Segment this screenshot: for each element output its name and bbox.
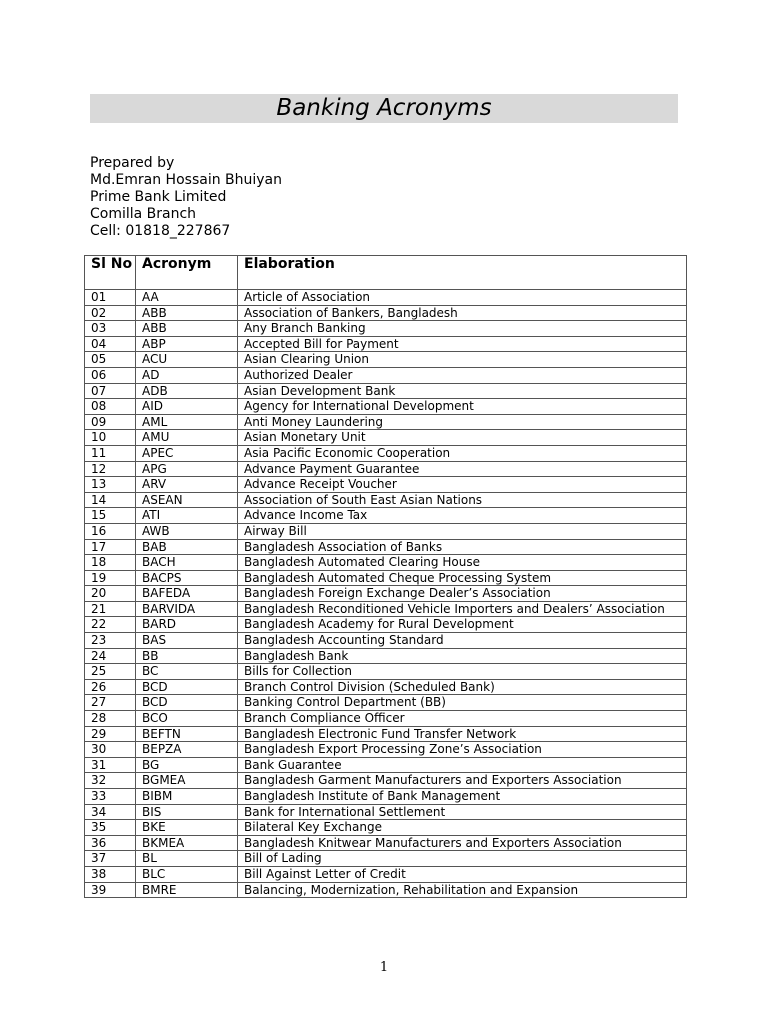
cell-sl-no: 36 (85, 835, 136, 851)
cell-elaboration: Asian Monetary Unit (238, 430, 687, 446)
cell-sl-no: 28 (85, 711, 136, 727)
cell-acronym: ATI (136, 508, 238, 524)
cell-elaboration: Association of Bankers, Bangladesh (238, 305, 687, 321)
cell-acronym: BAFEDA (136, 586, 238, 602)
table-row (85, 648, 687, 664)
cell-sl-no: 22 (85, 617, 136, 633)
table-row (85, 742, 687, 758)
cell-sl-no: 05 (85, 352, 136, 368)
cell-acronym: BARD (136, 617, 238, 633)
cell-sl-no: 31 (85, 757, 136, 773)
cell-elaboration: Asia Pacific Economic Cooperation (238, 445, 687, 461)
cell-elaboration: Bangladesh Academy for Rural Development (238, 617, 687, 633)
table-row (85, 804, 687, 820)
table-row (85, 430, 687, 446)
cell-acronym: BKMEA (136, 835, 238, 851)
cell-sl-no: 02 (85, 305, 136, 321)
cell-acronym: AWB (136, 523, 238, 539)
cell-sl-no: 18 (85, 555, 136, 571)
cell-acronym: ADB (136, 383, 238, 399)
cell-acronym: BACH (136, 555, 238, 571)
cell-acronym: ARV (136, 477, 238, 493)
cell-sl-no: 34 (85, 804, 136, 820)
table-row (85, 664, 687, 680)
table-row (85, 679, 687, 695)
cell-elaboration: Balancing, Modernization, Rehabilitation and Expansion (238, 882, 687, 898)
cell-acronym: ABB (136, 305, 238, 321)
cell-acronym: BLC (136, 866, 238, 882)
cell-sl-no: 25 (85, 664, 136, 680)
header-acronym: Acronym (136, 256, 238, 290)
cell-elaboration: Any Branch Banking (238, 321, 687, 337)
cell-acronym: BEPZA (136, 742, 238, 758)
cell-sl-no: 19 (85, 570, 136, 586)
cell-acronym: BGMEA (136, 773, 238, 789)
cell-sl-no: 06 (85, 367, 136, 383)
cell-acronym: BB (136, 648, 238, 664)
bank-name: Prime Bank Limited (90, 188, 227, 205)
table-body (85, 290, 687, 898)
cell-sl-no: 37 (85, 851, 136, 867)
table-row (85, 586, 687, 602)
table-row (85, 508, 687, 524)
cell-sl-no: 26 (85, 679, 136, 695)
cell-elaboration: Bangladesh Association of Banks (238, 539, 687, 555)
cell-sl-no: 16 (85, 523, 136, 539)
cell-acronym: BMRE (136, 882, 238, 898)
table-row (85, 383, 687, 399)
cell-acronym: BCD (136, 695, 238, 711)
prepared-by-block (90, 155, 282, 240)
cell-elaboration: Anti Money Laundering (238, 414, 687, 430)
table-row (85, 633, 687, 649)
cell-elaboration: Bangladesh Knitwear Manufacturers and Exporters Association (238, 835, 687, 851)
cell-elaboration: Airway Bill (238, 523, 687, 539)
table-row (85, 711, 687, 727)
table-row (85, 539, 687, 555)
table-row (85, 305, 687, 321)
cell-elaboration: Asian Clearing Union (238, 352, 687, 368)
branch-name: Comilla Branch (90, 205, 197, 222)
cell-elaboration: Advance Income Tax (238, 508, 687, 524)
cell-elaboration: Banking Control Department (BB) (238, 695, 687, 711)
cell-sl-no: 03 (85, 321, 136, 337)
table-row (85, 789, 687, 805)
cell-elaboration: Bangladesh Electronic Fund Transfer Network (238, 726, 687, 742)
cell-elaboration: Bangladesh Foreign Exchange Dealer’s Association (238, 586, 687, 602)
cell-acronym: ABP (136, 336, 238, 352)
cell-acronym: BIS (136, 804, 238, 820)
acronym-table (84, 255, 687, 898)
cell-elaboration: Bangladesh Reconditioned Vehicle Importers and Dealers’ Association (238, 601, 687, 617)
document-title: Banking Acronyms (276, 95, 492, 121)
table-row (85, 851, 687, 867)
cell-elaboration: Bangladesh Garment Manufacturers and Exporters Association (238, 773, 687, 789)
table-header-row (85, 256, 687, 290)
cell-elaboration: Advance Payment Guarantee (238, 461, 687, 477)
cell-elaboration: Article of Association (238, 290, 687, 306)
cell-elaboration: Bank Guarantee (238, 757, 687, 773)
cell-sl-no: 15 (85, 508, 136, 524)
table-row (85, 695, 687, 711)
cell-acronym: AID (136, 399, 238, 415)
cell-elaboration: Asian Development Bank (238, 383, 687, 399)
table-row (85, 601, 687, 617)
cell-sl-no: 09 (85, 414, 136, 430)
title-bar (90, 94, 678, 123)
table-row (85, 321, 687, 337)
table-row (85, 555, 687, 571)
cell-sl-no: 23 (85, 633, 136, 649)
cell-elaboration: Agency for International Development (238, 399, 687, 415)
cell-sl-no: 01 (85, 290, 136, 306)
cell-elaboration: Branch Compliance Officer (238, 711, 687, 727)
header-sl-no: Sl No (85, 256, 136, 290)
cell-elaboration: Bangladesh Export Processing Zone’s Association (238, 742, 687, 758)
cell-sl-no: 17 (85, 539, 136, 555)
cell-acronym: APG (136, 461, 238, 477)
table-row (85, 835, 687, 851)
cell-acronym: BAB (136, 539, 238, 555)
cell-acronym: BCO (136, 711, 238, 727)
cell-sl-no: 12 (85, 461, 136, 477)
table-row (85, 414, 687, 430)
table-row (85, 461, 687, 477)
cell-sl-no: 14 (85, 492, 136, 508)
cell-elaboration: Bangladesh Accounting Standard (238, 633, 687, 649)
cell-acronym: BAS (136, 633, 238, 649)
cell-sl-no: 04 (85, 336, 136, 352)
cell-sl-no: 21 (85, 601, 136, 617)
cell-acronym: BACPS (136, 570, 238, 586)
cell-acronym: AD (136, 367, 238, 383)
table-row (85, 882, 687, 898)
cell-acronym: BKE (136, 820, 238, 836)
cell-elaboration: Bangladesh Automated Cheque Processing System (238, 570, 687, 586)
cell-sl-no: 11 (85, 445, 136, 461)
author-name: Md.Emran Hossain Bhuiyan (90, 171, 283, 188)
cell-elaboration: Advance Receipt Voucher (238, 477, 687, 493)
cell-sl-no: 20 (85, 586, 136, 602)
cell-sl-no: 10 (85, 430, 136, 446)
table-row (85, 866, 687, 882)
cell-elaboration: Branch Control Division (Scheduled Bank) (238, 679, 687, 695)
cell-acronym: BIBM (136, 789, 238, 805)
table-row (85, 352, 687, 368)
cell-elaboration: Bill Against Letter of Credit (238, 866, 687, 882)
table-row (85, 367, 687, 383)
cell-number: Cell: 01818_227867 (90, 222, 231, 239)
cell-sl-no: 08 (85, 399, 136, 415)
cell-sl-no: 13 (85, 477, 136, 493)
table-row (85, 757, 687, 773)
cell-acronym: APEC (136, 445, 238, 461)
cell-elaboration: Bangladesh Bank (238, 648, 687, 664)
cell-acronym: ACU (136, 352, 238, 368)
table-row (85, 617, 687, 633)
table-row (85, 492, 687, 508)
cell-acronym: AML (136, 414, 238, 430)
page-number: 1 (379, 960, 389, 975)
cell-sl-no: 33 (85, 789, 136, 805)
cell-acronym: BL (136, 851, 238, 867)
cell-sl-no: 30 (85, 742, 136, 758)
cell-elaboration: Bills for Collection (238, 664, 687, 680)
cell-acronym: BCD (136, 679, 238, 695)
table-row (85, 523, 687, 539)
table-row (85, 570, 687, 586)
cell-elaboration: Bangladesh Automated Clearing House (238, 555, 687, 571)
cell-elaboration: Association of South East Asian Nations (238, 492, 687, 508)
cell-sl-no: 35 (85, 820, 136, 836)
cell-elaboration: Bilateral Key Exchange (238, 820, 687, 836)
cell-elaboration: Bank for International Settlement (238, 804, 687, 820)
table-row (85, 399, 687, 415)
table-row (85, 773, 687, 789)
table-row (85, 336, 687, 352)
cell-elaboration: Authorized Dealer (238, 367, 687, 383)
cell-sl-no: 24 (85, 648, 136, 664)
cell-elaboration: Bangladesh Institute of Bank Management (238, 789, 687, 805)
table-row (85, 726, 687, 742)
cell-acronym: ASEAN (136, 492, 238, 508)
cell-acronym: AA (136, 290, 238, 306)
table-row (85, 477, 687, 493)
table-row (85, 445, 687, 461)
cell-sl-no: 32 (85, 773, 136, 789)
cell-sl-no: 27 (85, 695, 136, 711)
cell-sl-no: 38 (85, 866, 136, 882)
cell-acronym: BARVIDA (136, 601, 238, 617)
cell-acronym: ABB (136, 321, 238, 337)
cell-sl-no: 07 (85, 383, 136, 399)
table-row (85, 820, 687, 836)
cell-acronym: AMU (136, 430, 238, 446)
cell-sl-no: 29 (85, 726, 136, 742)
table-row (85, 290, 687, 306)
cell-acronym: BC (136, 664, 238, 680)
cell-elaboration: Bill of Lading (238, 851, 687, 867)
cell-acronym: BEFTN (136, 726, 238, 742)
cell-sl-no: 39 (85, 882, 136, 898)
prepared-by-line: Prepared by (90, 155, 175, 171)
cell-elaboration: Accepted Bill for Payment (238, 336, 687, 352)
header-elaboration: Elaboration (238, 256, 687, 290)
cell-acronym: BG (136, 757, 238, 773)
